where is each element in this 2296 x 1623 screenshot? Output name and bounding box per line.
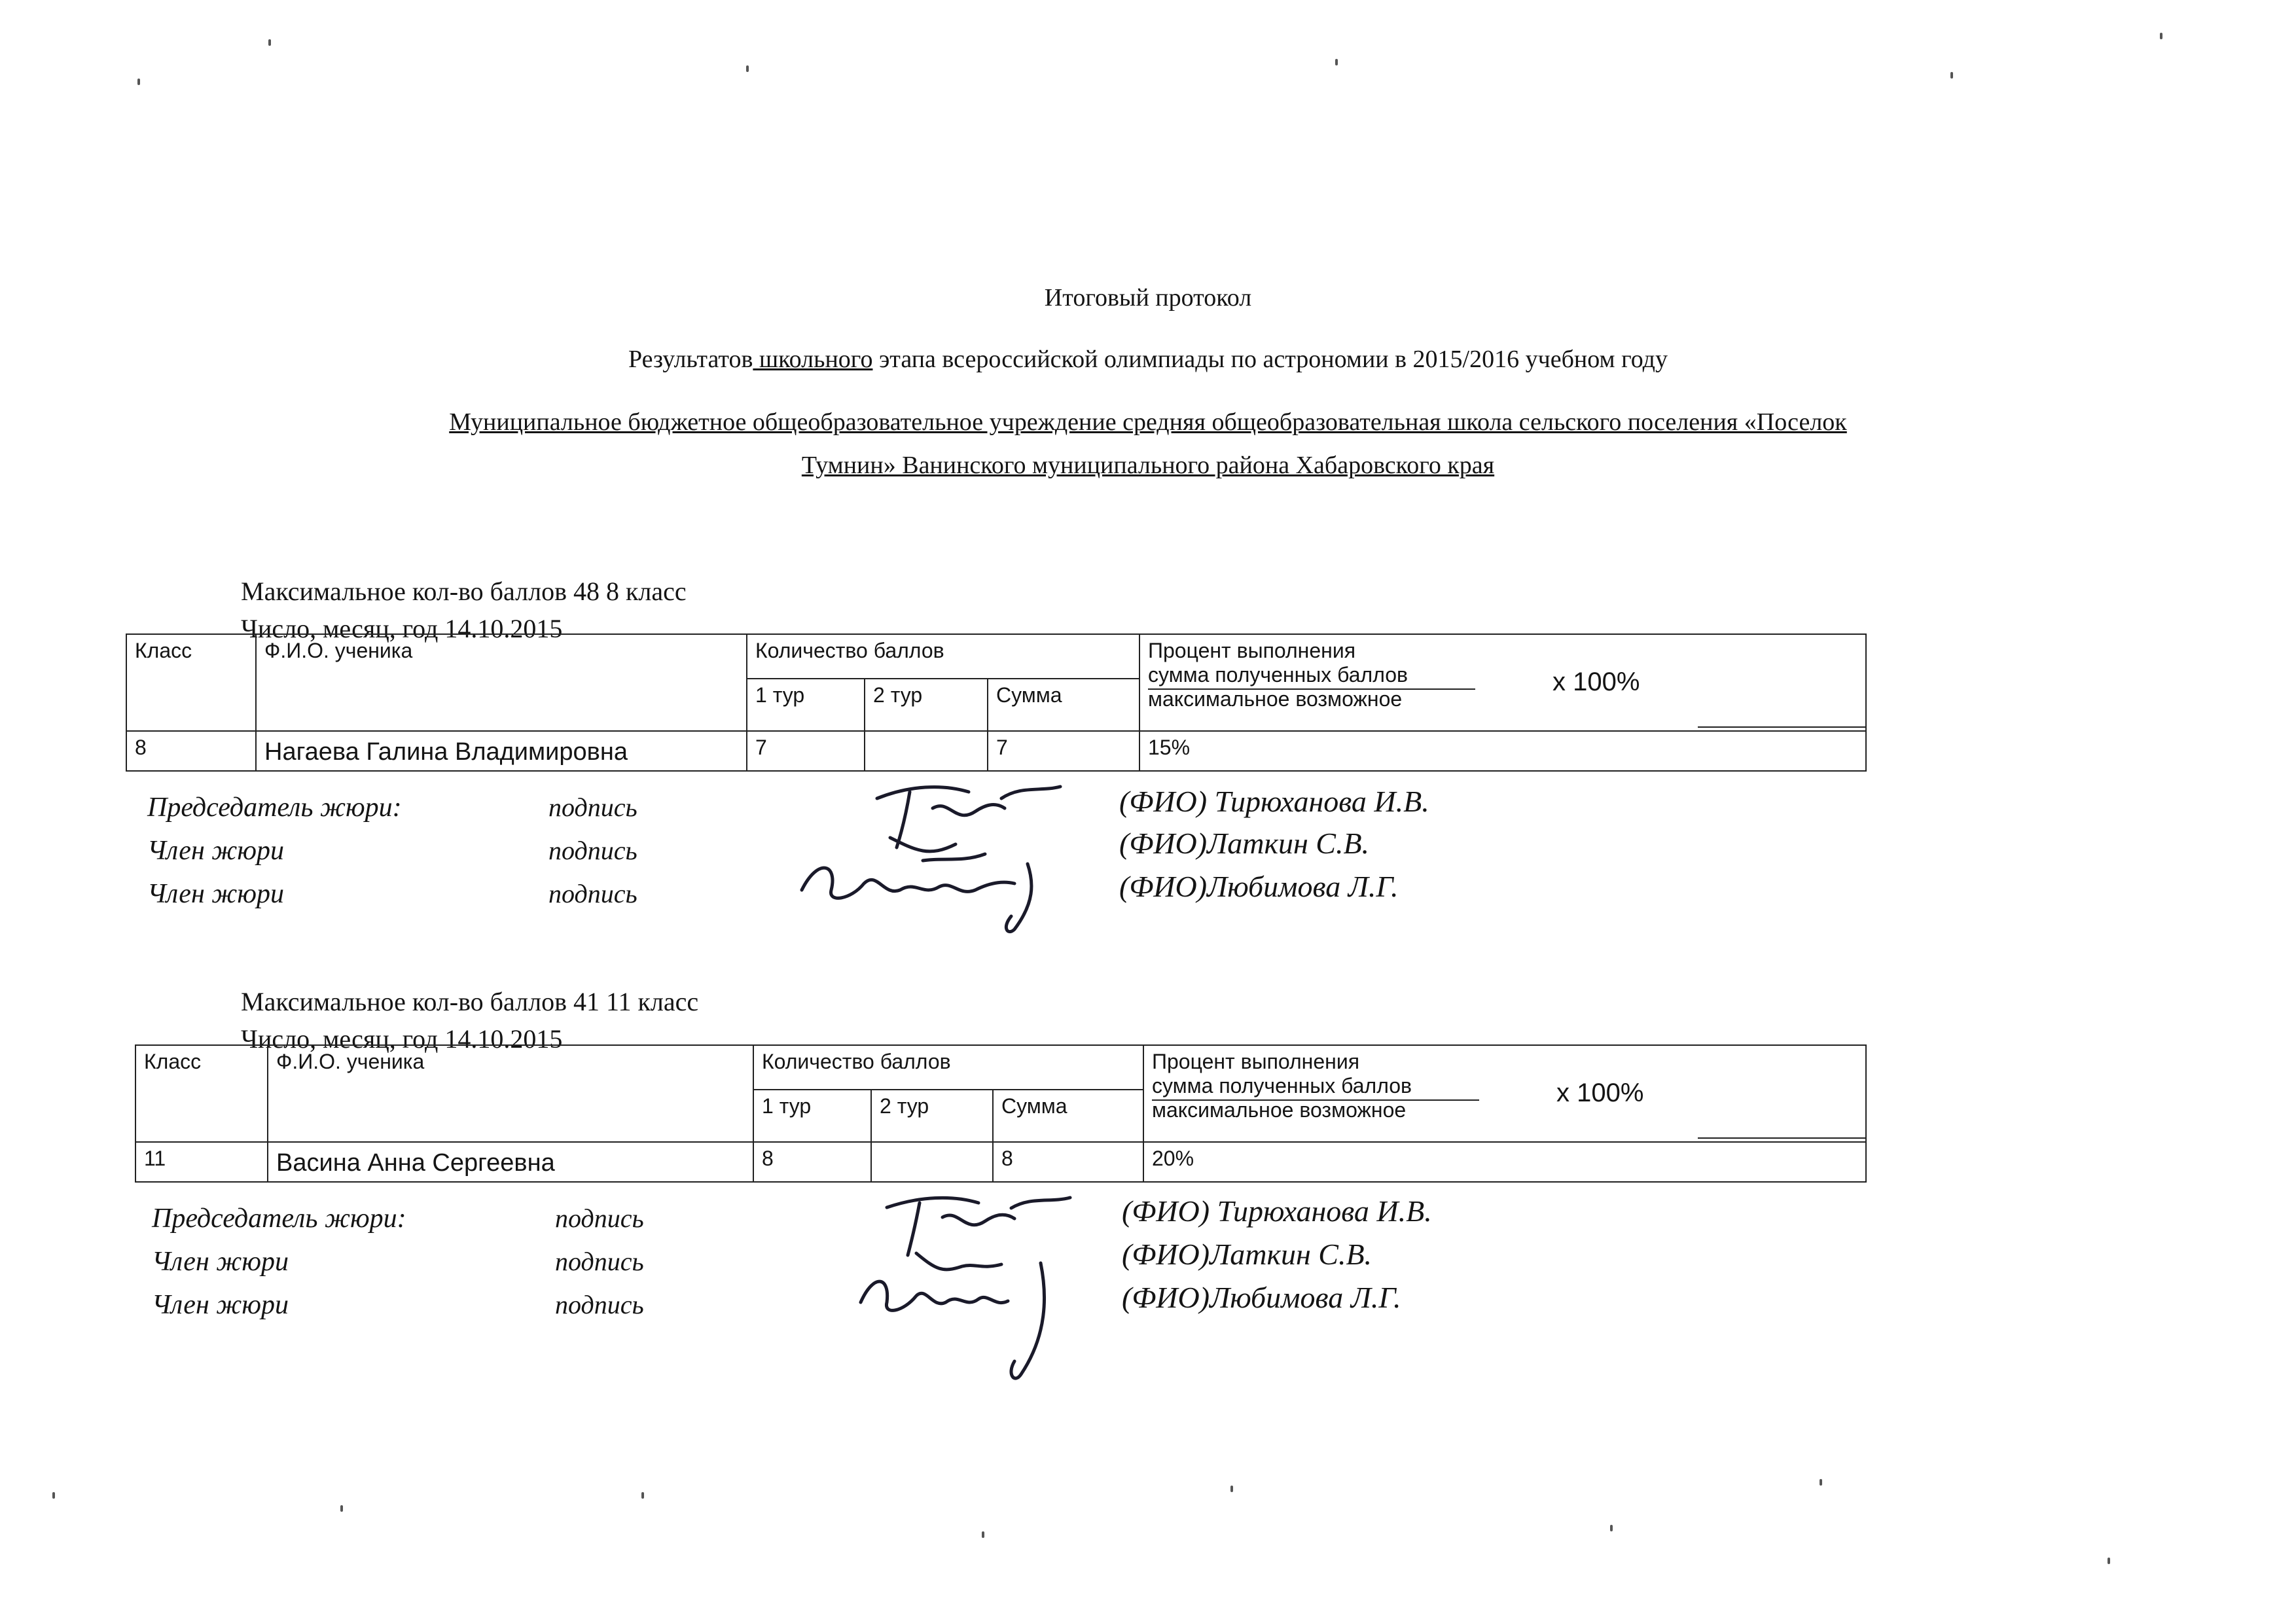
cell-name: Васина Анна Сергеевна bbox=[268, 1142, 753, 1182]
section-1-date: Число, месяц, год 14.10.2015 bbox=[241, 614, 563, 643]
section-2-date: Число, месяц, год 14.10.2015 bbox=[241, 1024, 563, 1054]
cell-round-1: 7 bbox=[747, 731, 865, 771]
header-class: Класс bbox=[135, 1045, 268, 1142]
fraction-line bbox=[1148, 688, 1475, 690]
jury-sign-label: подпись bbox=[548, 879, 637, 908]
header-name: Ф.И.О. ученика bbox=[256, 634, 747, 731]
header-sum: Сумма bbox=[988, 679, 1139, 731]
cell-sum: 8 bbox=[993, 1142, 1143, 1182]
jury-sign-label: подпись bbox=[548, 836, 637, 865]
header-round-2: 2 тур bbox=[871, 1090, 993, 1142]
header-round-2: 2 тур bbox=[865, 679, 988, 731]
scan-speck bbox=[137, 79, 140, 85]
header-percent-label: Процент выполнения bbox=[1152, 1050, 1360, 1073]
jury-fio: (ФИО)Латкин С.В. bbox=[1119, 827, 1370, 860]
organization-name bbox=[236, 401, 2060, 487]
scan-speck bbox=[1335, 59, 1338, 65]
scan-speck bbox=[2108, 1558, 2110, 1564]
signature-member-4 bbox=[851, 1257, 1086, 1387]
cell-sum: 7 bbox=[988, 731, 1139, 771]
subtitle-underlined: школьного bbox=[753, 346, 873, 373]
scan-speck bbox=[1820, 1479, 1822, 1486]
document-title: Итоговый протокол bbox=[1044, 284, 1252, 312]
header-points: Количество баллов bbox=[747, 634, 1139, 679]
scan-speck bbox=[641, 1492, 644, 1499]
section-2-max-points: Максимальное кол-во баллов 41 11 класс bbox=[241, 987, 699, 1016]
jury-role: Председатель жюри: bbox=[147, 793, 402, 823]
cell-name: Нагаева Галина Владимировна bbox=[256, 731, 747, 771]
jury-role: Член жюри bbox=[152, 1290, 289, 1320]
document-subtitle bbox=[0, 345, 2296, 374]
jury-fio: (ФИО) Тирюханова И.В. bbox=[1122, 1194, 1432, 1228]
jury-role: Член жюри bbox=[152, 1247, 289, 1277]
jury-fio: (ФИО)Любимова Л.Г. bbox=[1122, 1281, 1401, 1314]
cell-round-1: 8 bbox=[753, 1142, 871, 1182]
cell-round-2 bbox=[865, 731, 988, 771]
scan-speck bbox=[340, 1505, 343, 1512]
header-percent bbox=[1139, 634, 1866, 731]
header-multiplier: x 100% bbox=[1552, 668, 1640, 696]
header-percent bbox=[1143, 1045, 1866, 1142]
scan-speck bbox=[1610, 1525, 1613, 1531]
blank-line bbox=[1698, 1137, 1865, 1139]
header-class: Класс bbox=[126, 634, 256, 731]
header-percent-numerator: сумма полученных баллов bbox=[1148, 663, 1408, 687]
cell-percent: 20% bbox=[1143, 1142, 1866, 1182]
signature-member-2 bbox=[792, 844, 1067, 936]
subtitle-before: Результатов bbox=[628, 346, 753, 373]
jury-sign-label: подпись bbox=[555, 1247, 644, 1276]
jury-role: Член жюри bbox=[147, 836, 284, 866]
cell-class: 8 bbox=[126, 731, 256, 771]
scan-speck bbox=[268, 39, 271, 46]
section-2-score-table bbox=[135, 1044, 1867, 1183]
header-percent-denominator: максимальное возможное bbox=[1152, 1098, 1407, 1122]
header-multiplier: x 100% bbox=[1556, 1079, 1644, 1107]
header-name: Ф.И.О. ученика bbox=[268, 1045, 753, 1142]
header-percent-numerator: сумма полученных баллов bbox=[1152, 1074, 1412, 1097]
blank-line bbox=[1698, 726, 1865, 728]
jury-sign-label: подпись bbox=[555, 1290, 644, 1319]
jury-sign-label: подпись bbox=[555, 1204, 644, 1233]
header-points: Количество баллов bbox=[753, 1045, 1143, 1090]
fraction-line bbox=[1152, 1099, 1479, 1101]
organization-line-1: Муниципальное бюджетное общеобразовательное учреждение средняя общеобразовательная школа сельского поселения «Поселок bbox=[449, 408, 1847, 436]
header-percent-label: Процент выполнения bbox=[1148, 639, 1356, 662]
jury-fio: (ФИО) Тирюханова И.В. bbox=[1119, 785, 1429, 818]
header-sum: Сумма bbox=[993, 1090, 1143, 1142]
scan-speck bbox=[1950, 72, 1953, 79]
header-round-1: 1 тур bbox=[747, 679, 865, 731]
scan-speck bbox=[1230, 1486, 1233, 1492]
section-1-score-table bbox=[126, 633, 1867, 772]
jury-sign-label: подпись bbox=[548, 793, 637, 822]
jury-role: Председатель жюри: bbox=[152, 1204, 406, 1234]
cell-round-2 bbox=[871, 1142, 993, 1182]
scan-speck bbox=[982, 1531, 984, 1538]
organization-line-2: Тумнин» Ванинского муниципального района Хабаровского края bbox=[801, 452, 1495, 479]
scan-speck bbox=[746, 65, 749, 72]
scan-speck bbox=[2160, 33, 2162, 39]
table-row bbox=[135, 1142, 1866, 1182]
cell-percent: 15% bbox=[1139, 731, 1866, 771]
header-round-1: 1 тур bbox=[753, 1090, 871, 1142]
scan-speck bbox=[52, 1492, 55, 1499]
header-percent-denominator: максимальное возможное bbox=[1148, 687, 1403, 711]
jury-role: Член жюри bbox=[147, 879, 284, 909]
jury-fio: (ФИО)Любимова Л.Г. bbox=[1119, 870, 1399, 903]
table-row bbox=[126, 731, 1866, 771]
subtitle-after: этапа всероссийской олимпиады по астрономии в 2015/2016 учебном году bbox=[872, 346, 1668, 373]
cell-class: 11 bbox=[135, 1142, 268, 1182]
jury-fio: (ФИО)Латкин С.В. bbox=[1122, 1238, 1372, 1271]
section-1-max-points: Максимальное кол-во баллов 48 8 класс bbox=[241, 577, 687, 606]
